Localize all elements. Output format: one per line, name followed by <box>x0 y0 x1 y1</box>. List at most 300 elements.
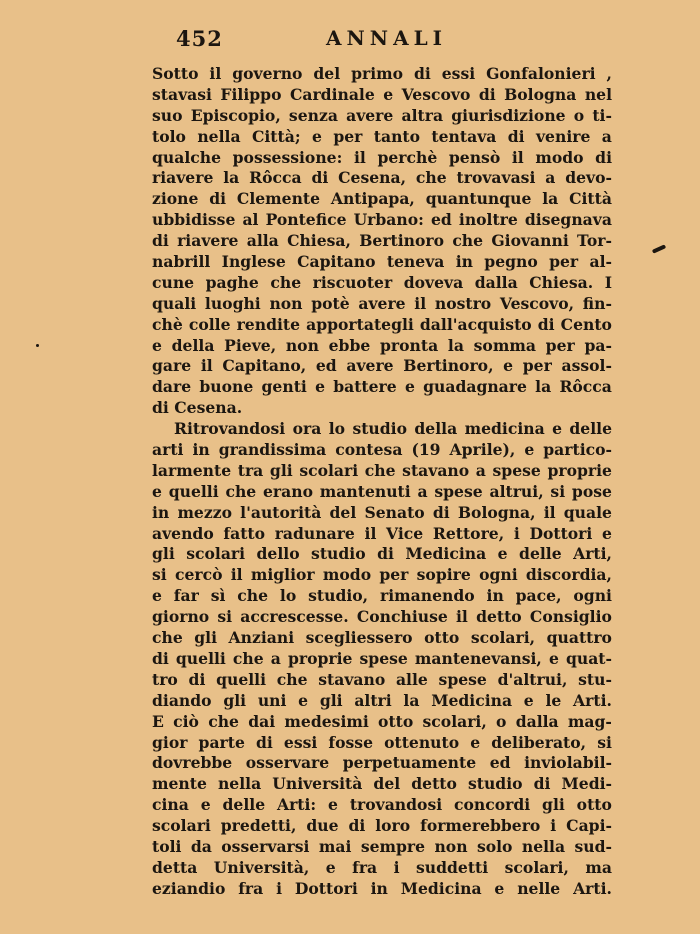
text-line <box>152 858 612 879</box>
word: quat- <box>565 648 612 668</box>
word: gli <box>542 795 565 815</box>
page-number: 452 <box>176 26 223 51</box>
word: pa- <box>584 335 612 355</box>
word: cune <box>152 272 195 292</box>
word: a <box>545 168 556 188</box>
word: a <box>417 481 428 501</box>
word: che <box>237 586 269 606</box>
word: e <box>311 126 322 146</box>
word: di <box>209 189 227 209</box>
word: di <box>152 231 169 251</box>
word: mantenuti <box>319 481 411 501</box>
word: pronta <box>380 335 439 355</box>
word: toli <box>152 836 182 856</box>
word: e <box>152 586 162 606</box>
word: ti- <box>592 105 612 125</box>
text-line <box>152 670 612 691</box>
word: o <box>573 105 585 125</box>
word: Bertinoro, <box>403 356 494 376</box>
word: detta <box>152 857 198 877</box>
word: studio <box>467 774 523 794</box>
word: gli <box>194 628 218 648</box>
word: in <box>486 586 504 606</box>
word: scolari, <box>470 628 536 648</box>
word: e <box>497 544 508 564</box>
word: di <box>507 126 525 146</box>
word: Medicina <box>405 544 487 564</box>
word: che <box>152 628 183 648</box>
word: ed <box>489 753 511 773</box>
word: la <box>223 168 240 188</box>
word: quelli <box>175 648 226 668</box>
text-line <box>152 879 612 900</box>
word: proprie <box>547 460 612 480</box>
word: medesimi <box>284 711 369 731</box>
word: mantenevansi, <box>414 648 542 668</box>
word: si <box>217 607 233 627</box>
word: altri <box>354 690 392 710</box>
word: contesa <box>335 440 403 460</box>
word: dai <box>248 711 276 731</box>
word: Capitano <box>297 252 376 272</box>
word: in <box>152 502 170 522</box>
word: Medi- <box>561 774 612 794</box>
text-line <box>152 586 612 607</box>
word: Medicina <box>400 878 482 898</box>
word: (19 <box>411 440 441 460</box>
text-line <box>152 398 612 419</box>
word: altra <box>401 105 444 125</box>
word: ebbe <box>328 335 371 355</box>
word: delle <box>519 544 562 564</box>
word: lo <box>328 419 346 439</box>
word: riavere <box>177 231 239 251</box>
word: pensò <box>448 147 501 167</box>
word: tanto <box>373 126 421 146</box>
word: alla <box>246 231 279 251</box>
word: larmente <box>152 460 232 480</box>
word: sì <box>210 586 226 606</box>
word: disegnava <box>524 210 612 230</box>
word: di <box>595 147 612 167</box>
word: nostro <box>434 293 492 313</box>
word: in <box>370 878 388 898</box>
word: nelle <box>517 878 561 898</box>
word: dalla <box>515 711 559 731</box>
word: guadagnare <box>423 377 527 397</box>
word: Vice <box>386 523 424 543</box>
word: grandissima <box>218 440 327 460</box>
word: suddetti <box>416 857 489 877</box>
word: Inglese <box>221 252 286 272</box>
word: spese <box>359 648 408 668</box>
word: Cento <box>560 314 612 334</box>
word: per <box>379 565 409 585</box>
word: dalla <box>474 272 518 292</box>
word: di <box>256 732 273 752</box>
word: dare <box>152 377 192 397</box>
word: Pontefice <box>265 210 347 230</box>
word: loro <box>375 816 411 836</box>
word: eziandio <box>152 878 226 898</box>
word: I <box>604 272 612 292</box>
word: Bologna <box>504 84 577 104</box>
text-line <box>152 774 612 795</box>
word: Dottori <box>294 878 358 898</box>
word: potè <box>311 293 350 313</box>
word: Consiglio <box>529 607 612 627</box>
text-line <box>152 712 612 733</box>
word: trovavasi <box>456 168 536 188</box>
word: suo <box>152 105 183 125</box>
word: detto <box>476 607 522 627</box>
text-line <box>152 565 612 586</box>
word: e <box>325 857 336 877</box>
word: per <box>549 252 579 272</box>
word: i <box>393 857 400 877</box>
text-line <box>152 461 612 482</box>
text-line <box>152 524 612 545</box>
word: predetti, <box>220 816 297 836</box>
word: quale <box>563 502 612 522</box>
word: formerebbero <box>420 816 541 836</box>
word: governo <box>232 64 303 83</box>
word: osservare <box>245 753 330 773</box>
word: osservarsi <box>221 836 310 856</box>
word: partico- <box>543 440 612 460</box>
word: non <box>285 335 319 355</box>
word: di <box>413 64 431 83</box>
word: due <box>306 816 339 836</box>
word: il <box>364 523 377 543</box>
text-line <box>152 231 612 252</box>
word: scolari <box>186 544 246 564</box>
paragraph-2 <box>152 419 612 899</box>
word: inoltre <box>458 210 518 230</box>
word: doveva <box>403 272 464 292</box>
word: ora <box>292 419 322 439</box>
word: sud- <box>574 836 612 856</box>
word: Episcopio, <box>190 105 281 125</box>
word: ogni <box>573 586 612 606</box>
word: nella <box>217 774 262 794</box>
word: nella <box>521 836 566 856</box>
word: Vescovo <box>401 84 471 104</box>
word: tro <box>152 669 178 689</box>
text-line <box>152 837 612 858</box>
word: della <box>414 419 458 439</box>
word: , <box>606 64 612 83</box>
word: e <box>524 440 535 460</box>
word: riscuoter <box>312 272 393 292</box>
text-line <box>152 210 612 231</box>
word: spese <box>438 669 487 689</box>
word: che <box>208 711 239 731</box>
word: diando <box>152 690 212 710</box>
word: e <box>548 648 559 668</box>
word: trovandosi <box>349 795 443 815</box>
word: fra <box>352 857 378 877</box>
word: tentava <box>431 126 497 146</box>
word: la <box>542 189 559 209</box>
text-line <box>152 733 612 754</box>
word: e <box>298 690 309 710</box>
word: Università, <box>213 857 310 877</box>
body-text <box>152 64 612 900</box>
word: gli <box>269 460 293 480</box>
word: la <box>447 335 464 355</box>
word: o <box>496 711 507 731</box>
text-line <box>152 544 612 565</box>
word: proprie <box>287 648 353 668</box>
word: dall'acquisto <box>419 314 532 334</box>
word: ed <box>430 210 452 230</box>
text-line <box>152 252 612 273</box>
page-header <box>150 26 612 56</box>
word: nabrill <box>152 252 211 272</box>
word: possessione: <box>232 147 343 167</box>
word: Gonfalonieri <box>486 64 596 83</box>
word: spese <box>434 481 483 501</box>
word: le <box>545 690 562 710</box>
word: Rettore, <box>432 523 505 543</box>
word: colle <box>188 314 231 334</box>
word: venire <box>536 126 591 146</box>
text-line <box>152 649 612 670</box>
word: chè <box>152 314 183 334</box>
word: Urbano: <box>353 210 424 230</box>
word: rimanendo <box>379 586 475 606</box>
word: luoghi <box>204 293 261 313</box>
word: essi <box>441 64 476 83</box>
word: studio <box>311 544 366 564</box>
word: fosse <box>328 732 374 752</box>
word: Arti, <box>573 544 612 564</box>
word: Università <box>272 774 363 794</box>
word: quali <box>152 293 197 313</box>
word: Cardinale <box>289 84 375 104</box>
word: pace, <box>515 586 562 606</box>
word: e <box>494 878 505 898</box>
word: e <box>404 377 415 397</box>
word: genti <box>261 377 307 397</box>
word: di <box>478 84 496 104</box>
word: quelli <box>216 669 267 689</box>
word: Cesena, <box>338 168 407 188</box>
word: Aprile), <box>449 440 516 460</box>
text-line <box>152 753 612 774</box>
word: fin- <box>582 293 612 313</box>
word: riavere <box>152 168 214 188</box>
word: che <box>415 168 447 188</box>
word: scolari <box>152 816 211 836</box>
word: Rôcca <box>249 168 302 188</box>
word: si <box>550 481 566 501</box>
word: altrui, <box>489 481 544 501</box>
text-line <box>152 189 612 210</box>
word: devo- <box>565 168 612 188</box>
word: stu- <box>578 669 612 689</box>
word: apportategli <box>306 314 414 334</box>
word: fra <box>238 878 264 898</box>
word: scegliessero <box>305 628 413 648</box>
word: e <box>383 84 394 104</box>
word: otto <box>378 711 414 731</box>
word: mag- <box>567 711 612 731</box>
word: lo <box>279 586 297 606</box>
word: zione <box>152 189 199 209</box>
word: senza <box>288 105 338 125</box>
word: radunare <box>274 523 355 543</box>
word: nella <box>197 126 241 146</box>
word: per <box>333 126 363 146</box>
word: da <box>190 836 212 856</box>
word: scolari <box>299 460 359 480</box>
word: e <box>152 335 162 355</box>
word: la <box>535 377 552 397</box>
word: che <box>276 669 308 689</box>
word: dello <box>256 544 300 564</box>
word: di <box>311 168 329 188</box>
word: pose <box>571 481 612 501</box>
text-line <box>152 440 612 461</box>
word: per <box>545 335 575 355</box>
word: si <box>152 565 167 585</box>
word: il <box>209 64 222 83</box>
word: che <box>270 272 302 292</box>
word: accrescesse. <box>240 607 349 627</box>
word: medicina <box>464 419 545 439</box>
word: primo <box>351 64 404 83</box>
word: erano <box>263 481 313 501</box>
text-line <box>152 106 612 127</box>
word: il <box>456 607 468 627</box>
text-line <box>152 377 612 398</box>
word: i <box>550 816 557 836</box>
word: i <box>276 878 283 898</box>
word: paghe <box>205 272 259 292</box>
text-line <box>152 294 612 315</box>
ink-mark <box>652 244 666 253</box>
text-line <box>152 628 612 649</box>
word: sopire <box>416 565 471 585</box>
word: ma <box>585 857 612 877</box>
word: Ritrovandosi <box>174 419 286 439</box>
text-line <box>152 419 612 440</box>
word: e <box>552 419 562 439</box>
word: Città <box>569 189 612 209</box>
word: l'autorità <box>240 502 322 522</box>
word: ubbidisse <box>152 210 236 230</box>
word: Vescovo, <box>499 293 575 313</box>
word: nel <box>584 84 612 104</box>
word: Senato <box>364 502 425 522</box>
word: che <box>225 481 257 501</box>
word: e <box>503 356 514 376</box>
word: Chiesa. <box>529 272 594 292</box>
word: delle <box>222 795 266 815</box>
word: fatto <box>223 523 266 543</box>
word: Anziani <box>228 628 295 648</box>
word: e <box>523 690 534 710</box>
word: di <box>377 544 394 564</box>
word: uni <box>257 690 287 710</box>
word: Pieve, <box>224 335 277 355</box>
text-line <box>152 691 612 712</box>
word: solo <box>476 836 513 856</box>
word: quattro <box>546 628 612 648</box>
word: che <box>452 231 484 251</box>
word: gior <box>152 732 188 752</box>
word: mai <box>318 836 352 856</box>
word: Tor- <box>577 231 612 251</box>
word: la <box>403 690 420 710</box>
word: si <box>597 732 612 752</box>
word: quantunque <box>425 189 532 209</box>
word: di Cesena. <box>152 398 243 418</box>
word: al- <box>589 252 612 272</box>
word: di <box>152 648 169 668</box>
word: essi <box>283 732 318 752</box>
text-line <box>152 148 612 169</box>
word: Rôcca <box>559 377 612 397</box>
text-line <box>152 273 612 294</box>
word: detto <box>411 774 457 794</box>
word: pegno <box>484 252 538 272</box>
word: Chiesa, <box>287 231 351 251</box>
text-line <box>152 816 612 837</box>
word: perchè <box>377 147 438 167</box>
word: avere <box>346 105 394 125</box>
word: d'altrui, <box>497 669 568 689</box>
word: a <box>475 460 486 480</box>
word: ed <box>315 356 337 376</box>
word: quelli <box>168 481 219 501</box>
word: Sotto <box>152 64 199 83</box>
word: Città; <box>251 126 301 146</box>
word: somma <box>473 335 536 355</box>
text-line <box>152 85 612 106</box>
word: il <box>200 356 213 376</box>
word: cercò <box>174 565 223 585</box>
word: per <box>522 356 552 376</box>
text-line <box>152 503 612 524</box>
word: non <box>269 293 303 313</box>
word: di <box>348 816 366 836</box>
word: tolo <box>152 126 186 146</box>
word: Arti: <box>276 795 317 815</box>
word: il <box>543 502 556 522</box>
word: rendite <box>236 314 301 334</box>
text-line <box>152 168 612 189</box>
word: gli <box>223 690 247 710</box>
word: e <box>328 795 338 815</box>
word: giurisdizione <box>451 105 566 125</box>
word: del <box>373 774 401 794</box>
word: modo <box>322 565 372 585</box>
word: al <box>242 210 259 230</box>
word: Filippo <box>220 84 282 104</box>
word: sempre <box>360 836 426 856</box>
word: otto <box>424 628 460 648</box>
word: battere <box>333 377 397 397</box>
word: Capi- <box>566 816 612 836</box>
word: far <box>173 586 199 606</box>
text-line <box>152 64 612 85</box>
word: dovrebbe <box>152 753 233 773</box>
word: qualche <box>152 147 222 167</box>
word: deliberato, <box>491 732 587 752</box>
